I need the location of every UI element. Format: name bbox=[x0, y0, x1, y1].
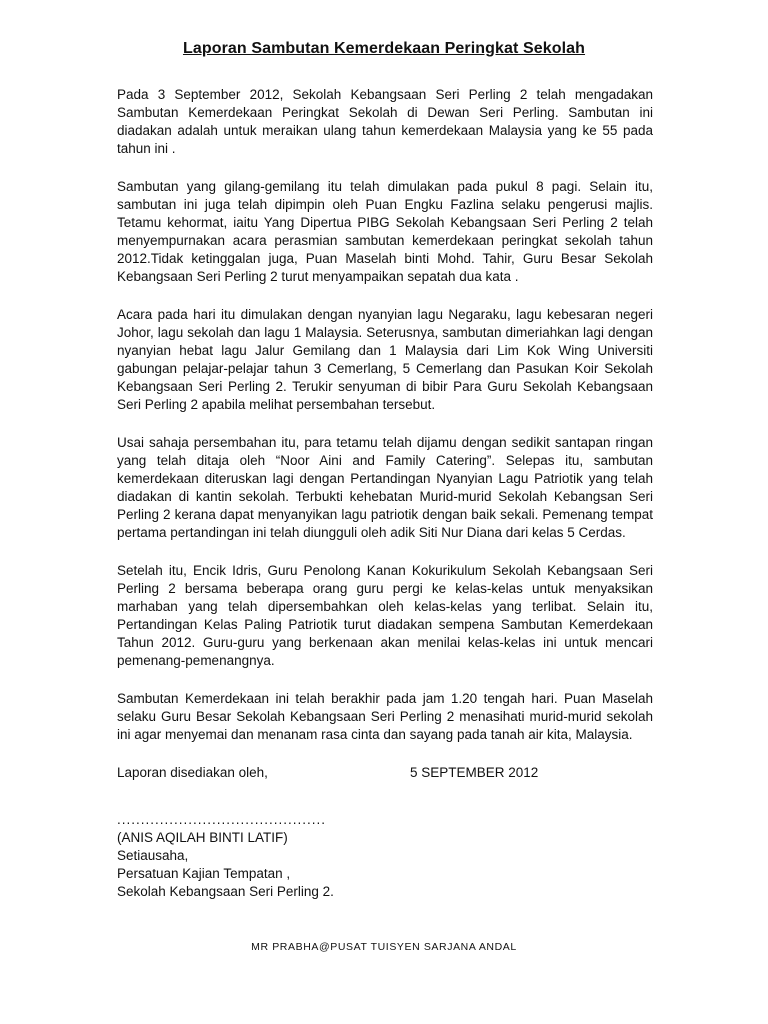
signoff-row bbox=[117, 764, 653, 782]
report-body bbox=[117, 86, 653, 782]
report-title: Laporan Sambutan Kemerdekaan Peringkat Sekolah bbox=[182, 40, 586, 57]
paragraph-1: Pada 3 September 2012, Sekolah Kebangsaan Seri Perling 2 telah mengadakan Sambutan Kemerdekaan Peringkat Sekolah di Dewan Seri Perling. Sambutan ini diadakan adalah untuk meraikan ulang tahun kemerdekaan Malaysia yang ke 55 pada tahun ini . bbox=[117, 87, 653, 156]
paragraph-6: Sambutan Kemerdekaan ini telah berakhir pada jam 1.20 tengah hari. Puan Maselah selaku Guru Besar Sekolah Kebangsaan Seri Perling 2 menasihati murid-murid sekolah ini agar menyemai dan menanam rasa cinta dan sayang pada tanah air kita, Malaysia. bbox=[117, 691, 653, 742]
report-date: 5 SEPTEMBER 2012 bbox=[410, 765, 539, 780]
signatory-organization: Persatuan Kajian Tempatan , bbox=[117, 866, 291, 881]
signatory-school: Sekolah Kebangsaan Seri Perling 2. bbox=[117, 884, 334, 899]
signatory-position: Setiausaha, bbox=[117, 848, 189, 863]
signature-line: ............................................ bbox=[117, 812, 327, 827]
paragraph-5: Setelah itu, Encik Idris, Guru Penolong Kanan Kokurikulum Sekolah Kebangsaan Seri Perling 2 bersama beberapa orang guru pergi ke kelas-kelas untuk menyaksikan marhaban yang telah dipersembahkan oleh kelas-kelas yang terlibat. Selain itu, Pertandingan Kelas Paling Patriotik turut diadakan sempena Sambutan Kemerdekaan Tahun 2012. Guru-guru yang berkenaan akan menilai kelas-kelas ini untuk mencari pemenang-pemenangnya. bbox=[117, 563, 653, 668]
paragraph-4: Usai sahaja persembahan itu, para tetamu telah dijamu dengan sedikit santapan ringan yang telah ditaja oleh “Noor Aini and Family Catering”. Selepas itu, sambutan kemerdekaan diteruskan lagi dengan Pertandingan Nyanyian Lagu Patriotik yang telah diadakan di kantin sekolah. Terbukti kehebatan Murid-murid Sekolah Kebangsan Seri Perling 2 kerana dapat menyanyikan lagu patriotik dengan baik sekali. Pemenang tempat pertama pertandingan ini telah diungguli oleh adik Siti Nur Diana dari kelas 5 Cerdas. bbox=[117, 435, 653, 540]
signature-block bbox=[117, 812, 334, 901]
signatory-name: (ANIS AQILAH BINTI LATIF) bbox=[117, 830, 288, 845]
prepared-by-label: Laporan disediakan oleh, bbox=[117, 765, 268, 780]
paragraph-3: Acara pada hari itu dimulakan dengan nyanyian lagu Negaraku, lagu kebesaran negeri Johor, lagu sekolah dan lagu 1 Malaysia. Seterusnya, sambutan dimeriahkan lagi dengan nyanyian hebat lagu Jalur Gemilang dan 1 Malaysia dari Lim Kok Wing Universiti gabungan pelajar-pelajar tahun 3 Cemerlang, 5 Cemerlang dan Pasukan Koir Sekolah Kebangsaan Seri Perling 2. Terukir senyuman di bibir Para Guru Sekolah Kebangsaan Seri Perling 2 apabila melihat persembahan tersebut. bbox=[117, 307, 653, 412]
paragraph-2: Sambutan yang gilang-gemilang itu telah dimulakan pada pukul 8 pagi. Selain itu, sambutan ini juga telah dipimpin oleh Puan Engku Fazlina selaku pengerusi majlis. Tetamu kehormat, iaitu Yang Dipertua PIBG Sekolah Kebangsaan Seri Perling 2 telah menyempurnakan acara perasmian sambutan kemerdekaan peringkat sekolah tahun 2012.Tidak ketinggalan juga, Puan Maselah binti Mohd. Tahir, Guru Besar Sekolah Kebangsaan Seri Perling 2 turut menyampaikan sepatah dua kata . bbox=[117, 179, 653, 284]
page-footer: MR PRABHA@PUSAT TUISYEN SARJANA ANDAL bbox=[251, 941, 517, 953]
